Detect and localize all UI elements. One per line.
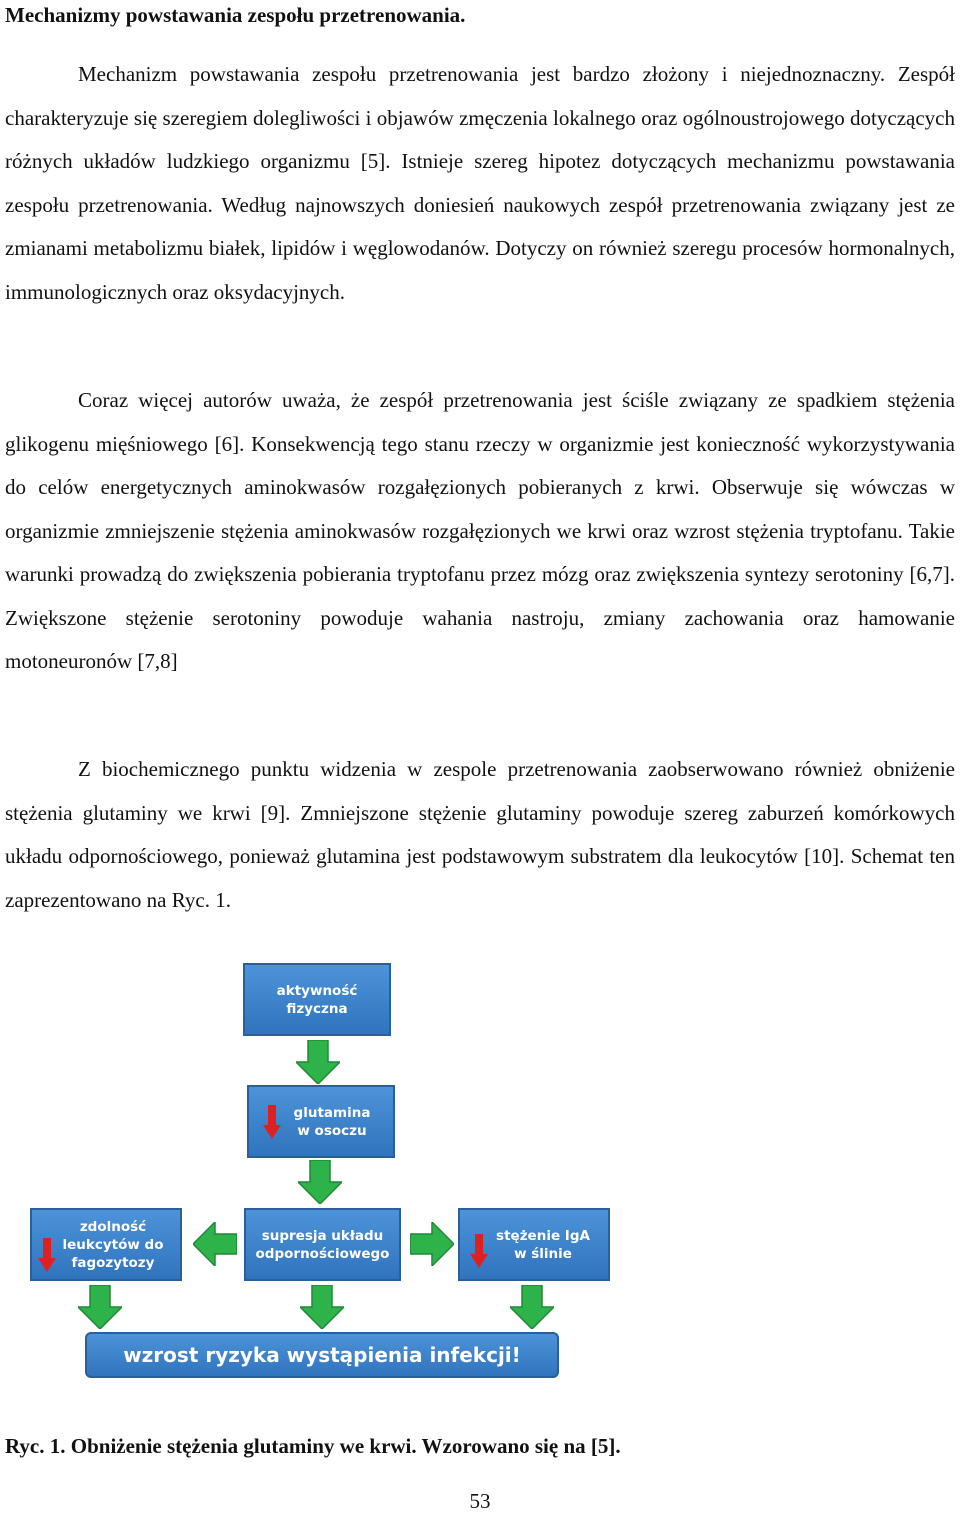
red-arrow-down-icon xyxy=(38,1238,56,1272)
green-arrow-down-icon xyxy=(510,1285,554,1329)
figure-caption: Ryc. 1. Obniżenie stężenia glutaminy we krwi. Wzorowano się na [5]. xyxy=(5,1434,621,1458)
paragraph-3: Z biochemicznego punktu widzenia w zespole przetrenowania zaobserwowano również obniżenie stężenia glutaminy we krwi [9]. Zmniejszone stężenie glutaminy powoduje szereg zaburzeń komórkowych układu odpornościowego, ponieważ glutamina jest podstawowym substratem dla leukocytów [10]. Schemat ten zaprezentowano na Ryc. 1. xyxy=(5,757,955,912)
box-physical-activity-label: aktywność fizyczna xyxy=(276,982,358,1017)
box-infection-risk xyxy=(85,1332,559,1378)
paragraph-1: Mechanizm powstawania zespołu przetrenowania jest bardzo złożony i niejednoznaczny. Zespół charakteryzuje się szeregiem dolegliwości i objawów zmęczenia lokalnego oraz ogólnoustrojowego dotyczących różnych układów ludzkiego organizmu [5]. Istnieje szereg hipotez dotyczących mechanizmu powstawania zespołu przetrenowania. Według najnowszych doniesień naukowych zespół przetrenowania związany jest ze zmianami metabolizmu białek, lipidów i węglowodanów. Dotyczy on również szeregu procesów hormonalnych, immunologicznych oraz oksydacyjnych. xyxy=(5,62,955,304)
box-plasma-glutamine xyxy=(247,1085,395,1158)
box-immune-suppression-label: supresja układu odpornościowego xyxy=(255,1227,390,1262)
red-arrow-down-icon xyxy=(470,1234,488,1268)
green-arrow-down-icon xyxy=(296,1040,340,1084)
box-infection-risk-label: wzrost ryzyka wystąpienia infekcji! xyxy=(123,1343,521,1367)
glutamine-flow-diagram xyxy=(30,960,615,1385)
paragraph-2: Coraz więcej autorów uważa, że zespół przetrenowania jest ściśle związany ze spadkiem stężenia glikogenu mięśniowego [6]. Konsekwencją tego stanu rzeczy w organizmie jest konieczność wykorzystywania do celów energetycznych aminokwasów rozgałęzionych pobieranych z krwi. Obserwuje się wówczas w organizmie zmniejszenie stężenia aminokwasów rozgałęzionych we krwi oraz wzrost stężenia tryptofanu. Takie warunki prowadzą do zwiększenia pobierania tryptofanu przez mózg oraz zwiększenia syntezy serotoniny [6,7]. Zwiększone stężenie serotoniny powoduje wahania nastroju, zmiany zachowania oraz hamowanie motoneuronów [7,8] xyxy=(5,388,955,673)
page-number: 53 xyxy=(469,1489,491,1513)
box-immune-suppression xyxy=(244,1208,401,1281)
green-arrow-left-icon xyxy=(193,1222,237,1266)
box-plasma-glutamine-label: glutamina w osoczu xyxy=(293,1104,371,1139)
box-leukocyte-phagocytosis xyxy=(30,1208,182,1281)
box-saliva-iga-label: stężenie IgA w ślinie xyxy=(496,1227,590,1262)
green-arrow-down-icon xyxy=(300,1285,344,1329)
section-heading: Mechanizmy powstawania zespołu przetrenowania. xyxy=(5,3,466,27)
red-arrow-down-icon xyxy=(263,1105,281,1139)
box-leukocyte-phagocytosis-label: zdolność leukcytów do fagozytozy xyxy=(62,1218,164,1271)
green-arrow-down-icon xyxy=(78,1285,122,1329)
green-arrow-down-icon xyxy=(298,1160,342,1204)
green-arrow-right-icon xyxy=(410,1222,454,1266)
box-physical-activity xyxy=(243,963,391,1036)
box-saliva-iga xyxy=(458,1208,610,1281)
